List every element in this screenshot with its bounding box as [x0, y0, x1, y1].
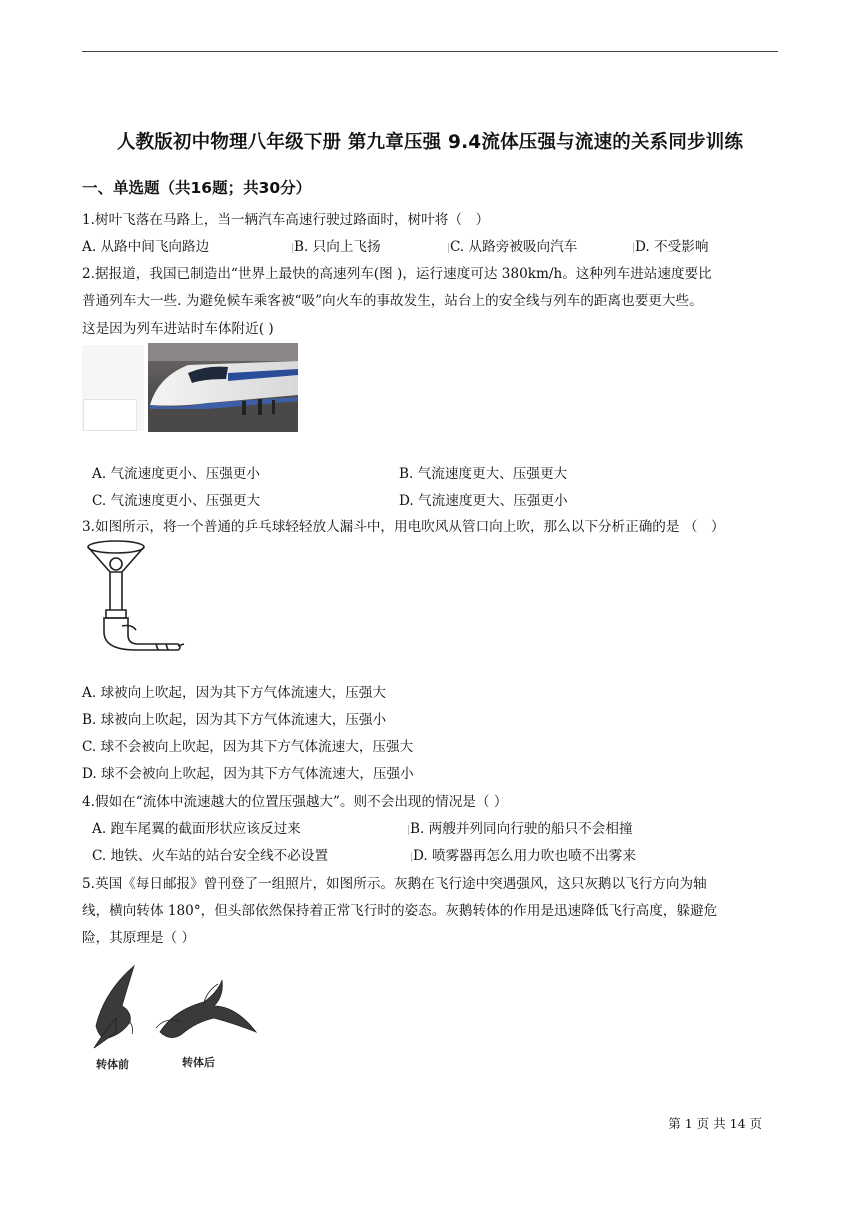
q4-option-c[interactable]: C. 地铁、火车站的站台安全线不必设置 [92, 848, 329, 864]
q2-option-c[interactable]: C. 气流速度更小、压强更大 [92, 493, 261, 509]
question-2-line-3: 这是因为列车进站时车体附近( ) [82, 321, 274, 337]
question-5-line-2: 线，横向转体 180°，但头部依然保持着正常飞行时的姿态。灰鹅转体的作用是迅速降低飞行高度，躲避危 [82, 903, 718, 919]
image-placeholder-box [83, 399, 137, 431]
q4-option-b[interactable] [408, 820, 633, 838]
caption-after: 转体后 [182, 1056, 215, 1069]
q4-option-d[interactable] [411, 847, 636, 865]
header-rule [82, 51, 778, 52]
question-2-line-2: 普通列车大一些. 为避免候车乘客被“吸”向火车的事故发生，站台上的安全线与列车的距离也要更大些。 [82, 293, 703, 309]
q1-option-c-label: C. 从路旁被吸向汽车 [450, 239, 578, 255]
option-marker [448, 243, 449, 253]
q2-option-a[interactable]: A. 气流速度更小、压强更小 [92, 466, 260, 482]
option-marker [411, 852, 412, 862]
high-speed-train-photo [148, 343, 298, 432]
page-title: 人教版初中物理八年级下册 第九章压强 9.4流体压强与流速的关系同步训练 [116, 132, 744, 153]
caption-before: 转体前 [96, 1058, 129, 1071]
q4-option-d-label: D. 喷雾器再怎么用力吹也喷不出雾来 [413, 848, 636, 864]
option-marker [408, 825, 409, 835]
q1-option-d-label: D. 不受影响 [635, 239, 709, 255]
q1-option-c[interactable] [448, 238, 577, 256]
question-3-stem: 3.如图所示，将一个普通的乒乓球轻轻放人漏斗中，用电吹风从管口向上吹，那么以下分析正确的是 （ ） [82, 519, 725, 535]
q4-option-b-label: B. 两艘并列同向行驶的船只不会相撞 [410, 821, 633, 837]
q1-option-b-label: B. 只向上飞扬 [294, 239, 381, 255]
q1-option-d[interactable] [633, 238, 708, 256]
q1-option-b[interactable] [292, 238, 381, 256]
page-footer: 第 1 页 共 14 页 [668, 1116, 762, 1131]
option-marker [292, 243, 293, 253]
question-1-stem: 1.树叶飞落在马路上，当一辆汽车高速行驶过路面时，树叶将（ ） [82, 212, 490, 228]
funnel-hairdryer-figure [86, 540, 186, 655]
q3-option-a[interactable]: A. 球被向上吹起，因为其下方气体流速大，压强大 [82, 685, 386, 701]
q4-option-a[interactable]: A. 跑车尾翼的截面形状应该反过来 [92, 821, 301, 837]
q3-option-c[interactable]: C. 球不会被向上吹起，因为其下方气体流速大，压强大 [82, 739, 414, 755]
question-4-stem: 4.假如在“流体中流速越大的位置压强越大”。则不会出现的情况是（ ） [82, 794, 508, 810]
q2-option-b[interactable]: B. 气流速度更大、压强更大 [399, 466, 568, 482]
q1-option-a[interactable]: A. 从路中间飞向路边 [82, 239, 210, 255]
question-2-line-1: 2.据报道，我国已制造出“世界上最快的高速列车(图 )，运行速度可达 380km/h。这种列车进站速度要比 [82, 266, 712, 282]
question-5-line-1: 5.英国《每日邮报》曾刊登了一组照片，如图所示。灰鹅在飞行途中突遇强风，这只灰鹅以飞行方向为轴 [82, 876, 707, 892]
q3-option-b[interactable]: B. 球被向上吹起，因为其下方气体流速大，压强小 [82, 712, 387, 728]
q2-option-d[interactable]: D. 气流速度更大、压强更小 [399, 493, 568, 509]
option-marker [633, 243, 634, 253]
q3-option-d[interactable]: D. 球不会被向上吹起，因为其下方气体流速大，压强小 [82, 766, 414, 782]
section-heading: 一、单选题（共16题；共30分） [82, 179, 312, 197]
question-5-line-3: 险，其原理是（ ） [82, 930, 196, 946]
goose-rotation-figure [86, 962, 266, 1072]
